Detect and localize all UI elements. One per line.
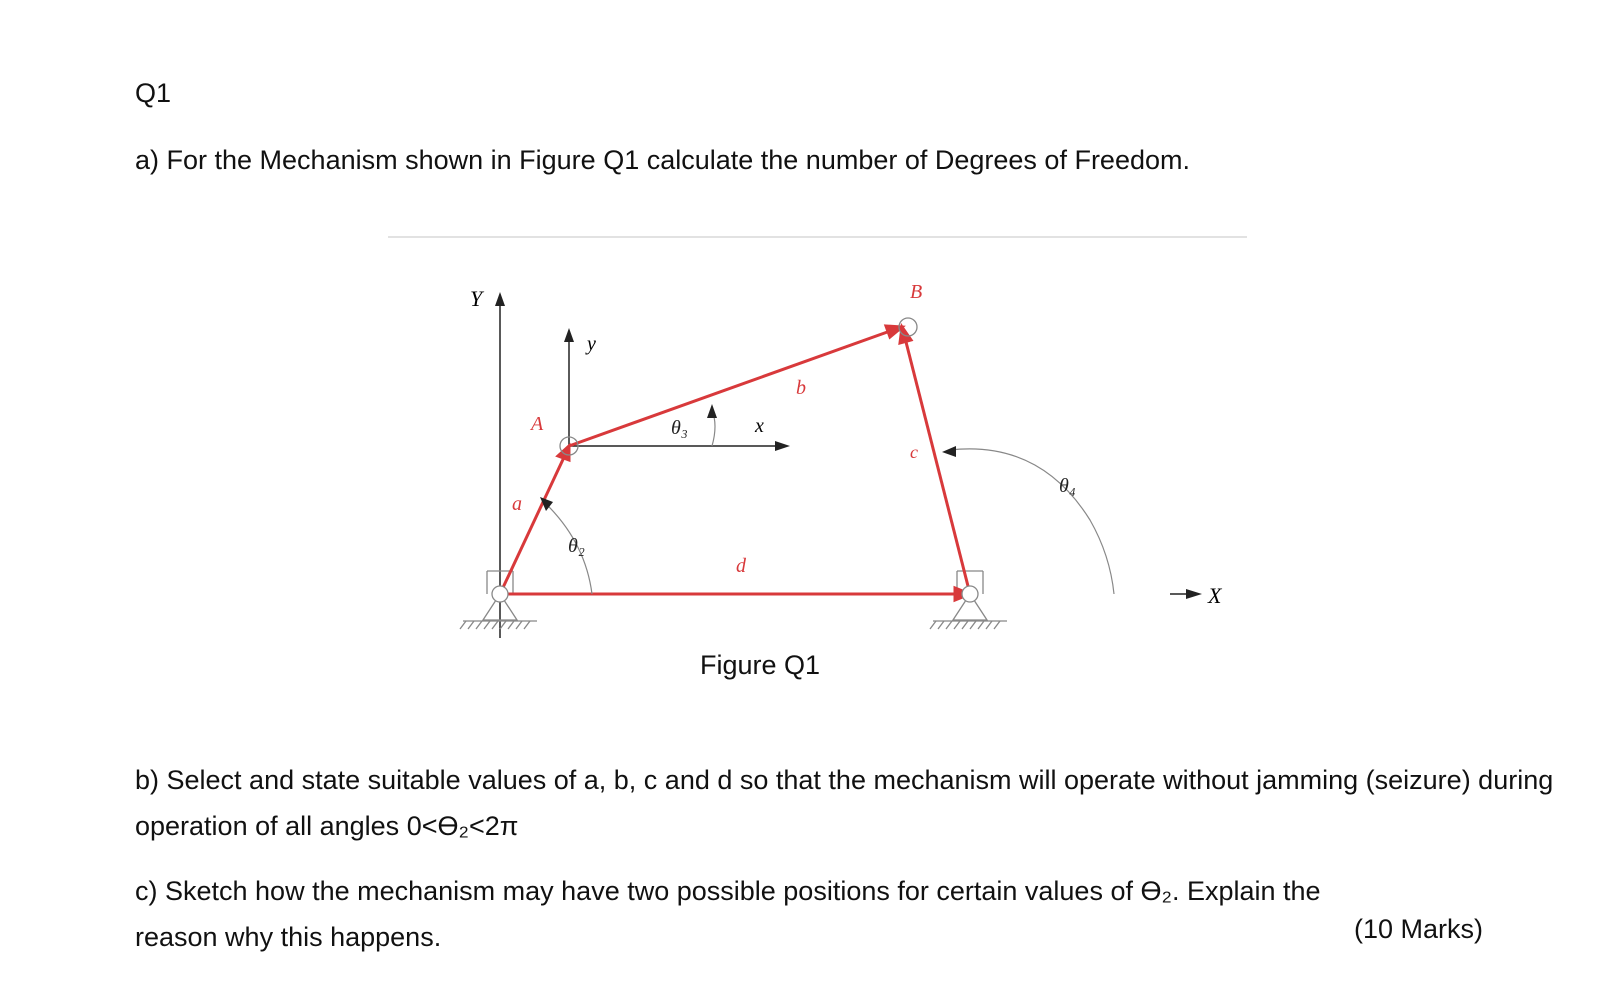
global-x-label: X: [1208, 583, 1222, 608]
question-part-c-line1: c) Sketch how the mechanism may have two possible positions for certain values of ϴ₂. Explain the: [135, 876, 1321, 906]
global-x-arrowhead: [1186, 589, 1202, 599]
joint-o2: [492, 586, 508, 602]
point-b-label: B: [910, 281, 923, 303]
link-a: [500, 453, 566, 594]
theta3-label: θ₃: [671, 417, 688, 439]
question-part-b: b) Select and state suitable values of a, b, c and d so that the mechanism will operate without jamming (seizure) during operation of all angles 0<ϴ₂<2π: [135, 765, 1554, 841]
figure-caption: Figure Q1: [700, 650, 821, 680]
point-a-label: A: [531, 413, 544, 435]
theta4-arrowhead: [942, 446, 956, 457]
link-c-label: c: [910, 442, 918, 462]
link-d-label: d: [736, 555, 746, 577]
question-part-a: a) For the Mechanism shown in Figure Q1 calculate the number of Degrees of Freedom.: [135, 145, 1190, 175]
theta4-arc: [950, 449, 1114, 594]
joint-o4: [962, 586, 978, 602]
question-number: Q1: [135, 78, 172, 108]
local-x-label: x: [755, 415, 764, 437]
local-y-label: y: [587, 333, 596, 355]
question-part-c: [135, 868, 1555, 960]
theta3-arrowhead: [707, 404, 717, 418]
question-part-c-line2: reason why this happens.: [135, 922, 442, 952]
link-b-label: b: [796, 377, 806, 399]
link-a-label: a: [512, 493, 522, 515]
link-b: [569, 330, 893, 446]
local-x-arrowhead: [775, 441, 790, 451]
marks-label: (10 Marks): [1353, 914, 1483, 944]
global-y-label: Y: [470, 286, 483, 311]
global-y-arrowhead: [495, 292, 505, 306]
local-y-arrowhead: [564, 328, 574, 342]
theta4-label: θ₄: [1059, 475, 1076, 497]
theta2-label: θ₂: [568, 535, 585, 557]
link-c: [905, 338, 970, 594]
